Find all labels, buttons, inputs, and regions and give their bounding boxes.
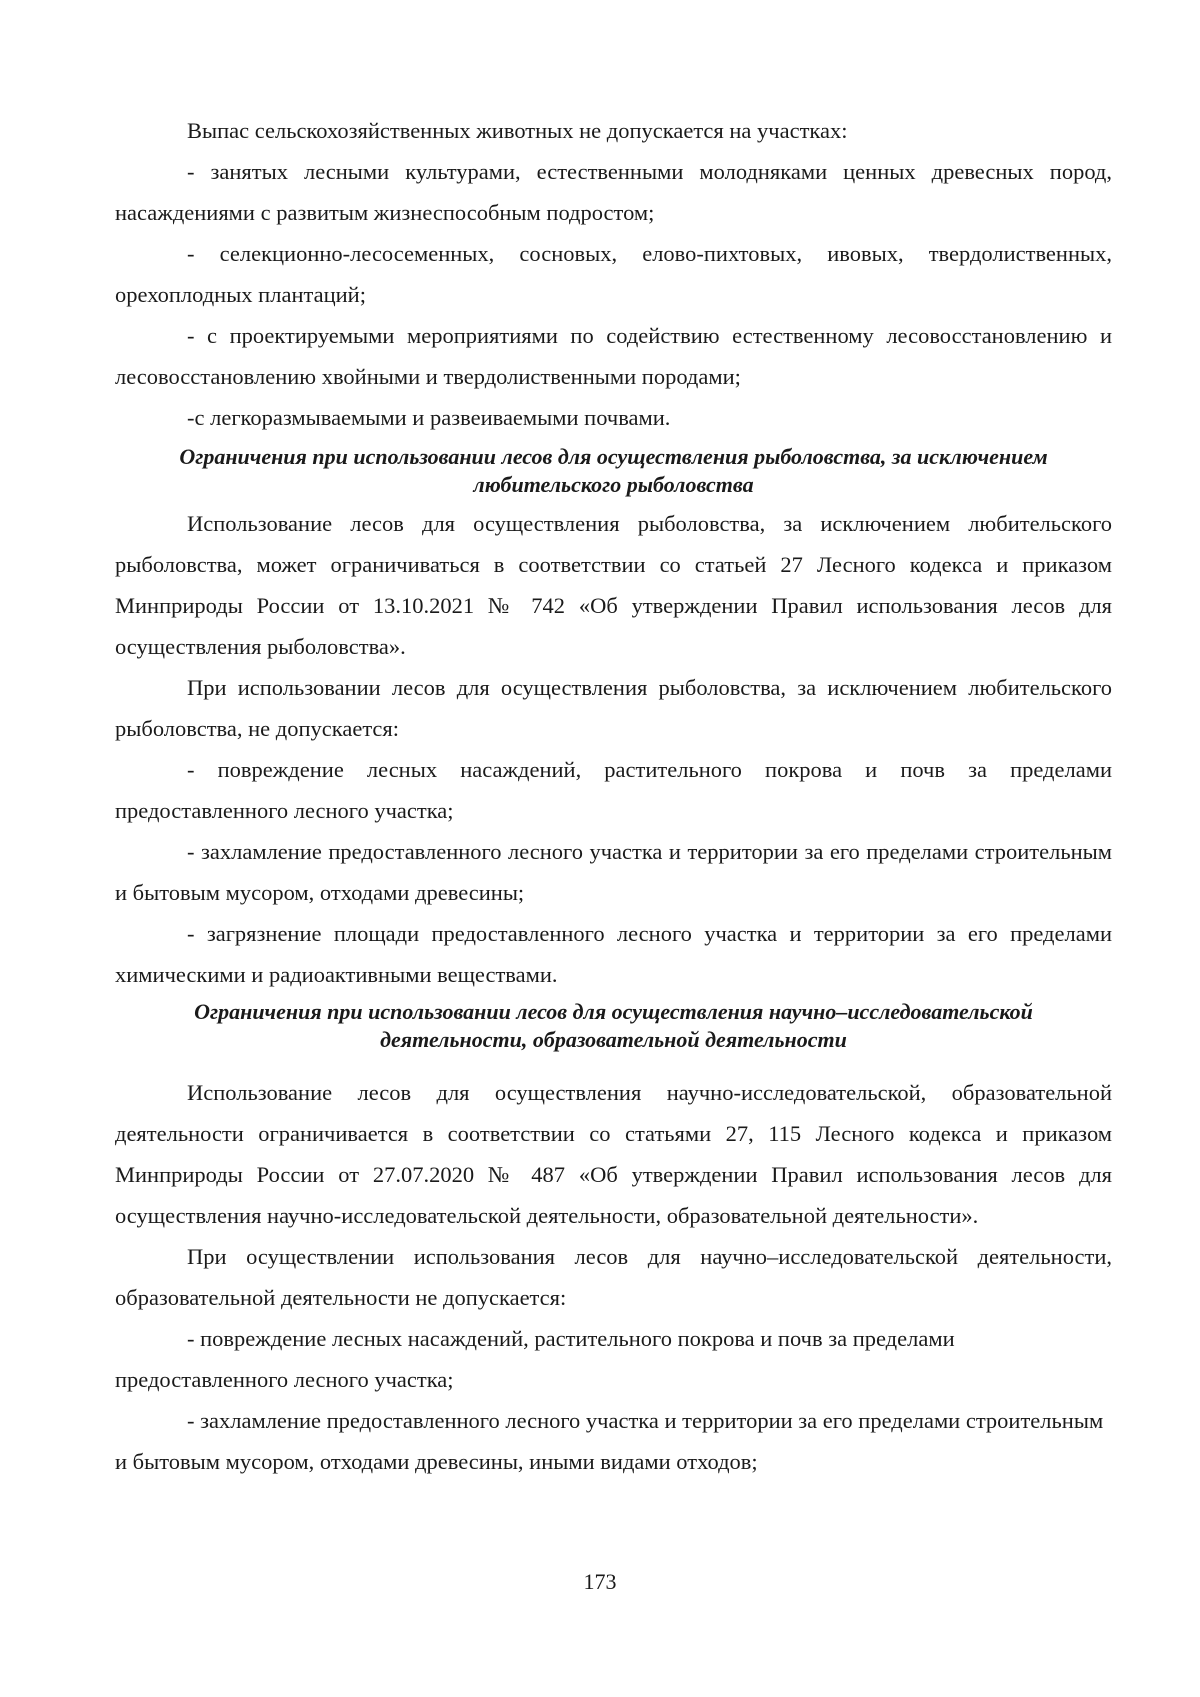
- section-heading-fishing: Ограничения при использовании лесов для осуществления рыболовства, за исключением любительского рыболовства: [179, 444, 1048, 497]
- paragraph-grazing-soils: -с легкоразмываемыми и развеиваемыми почвами.: [187, 405, 671, 430]
- paragraph-grazing-plantations: - селекционно-лесосеменных, сосновых, елово-пихтовых, ивовых, твердолиственных, орехоплодных плантаций;: [115, 241, 1112, 307]
- paragraph-grazing-intro: Выпас сельскохозяйственных животных не допускается на участках:: [187, 118, 848, 143]
- paragraph-fishing-prohibited: При использовании лесов для осуществления рыболовства, за исключением любительского рыболовства, не допускается:: [115, 675, 1112, 741]
- document-page: [115, 110, 1112, 1482]
- paragraph-grazing-reforestation: - с проектируемыми мероприятиями по содействию естественному лесовосстановлению и лесовосстановлению хвойными и твердолиственными породами;: [115, 323, 1112, 389]
- paragraph-research-prohibited: При осуществлении использования лесов для научно–исследовательской деятельности, образовательной деятельности не допускается:: [115, 1244, 1112, 1310]
- paragraph-fishing-regulation: Использование лесов для осуществления рыболовства, за исключением любительского рыболовства, может ограничиваться в соответствии со статьей 27 Лесного кодекса и приказом Минприроды России от 13.10.2021 № 742 «Об утверждении Правил использования лесов для осуществления рыболовства».: [115, 511, 1112, 659]
- paragraph-research-littering: - захламление предоставленного лесного участка и территории за его пределами строительным и бытовым мусором, отходами древесины, иными видами отходов;: [115, 1408, 1104, 1474]
- paragraph-research-damage: - повреждение лесных насаждений, растительного покрова и почв за пределами предоставленного лесного участка;: [115, 1326, 955, 1392]
- section-heading-research: Ограничения при использовании лесов для осуществления научно–исследовательской деятельности, образовательной деятельности: [194, 999, 1033, 1052]
- paragraph-fishing-littering: - захламление предоставленного лесного участка и территории за его пределами строительным и бытовым мусором, отходами древесины;: [115, 839, 1112, 905]
- paragraph-fishing-damage: - повреждение лесных насаждений, растительного покрова и почв за пределами предоставленного лесного участка;: [115, 757, 1112, 823]
- page-number: 173: [583, 1569, 617, 1594]
- paragraph-research-regulation: Использование лесов для осуществления научно-исследовательской, образовательной деятельности ограничивается в соответствии со статьями 27, 115 Лесного кодекса и приказом Минприроды России от 27.07.2020 № 487 «Об утверждении Правил использования лесов для осуществления научно-исследовательской деятельности, образовательной деятельности».: [115, 1080, 1112, 1228]
- paragraph-fishing-pollution: - загрязнение площади предоставленного лесного участка и территории за его пределами химическими и радиоактивными веществами.: [115, 921, 1112, 987]
- paragraph-grazing-cultures: - занятых лесными культурами, естественными молодняками ценных древесных пород, насаждениями с развитым жизнеспособным подростом;: [115, 159, 1112, 225]
